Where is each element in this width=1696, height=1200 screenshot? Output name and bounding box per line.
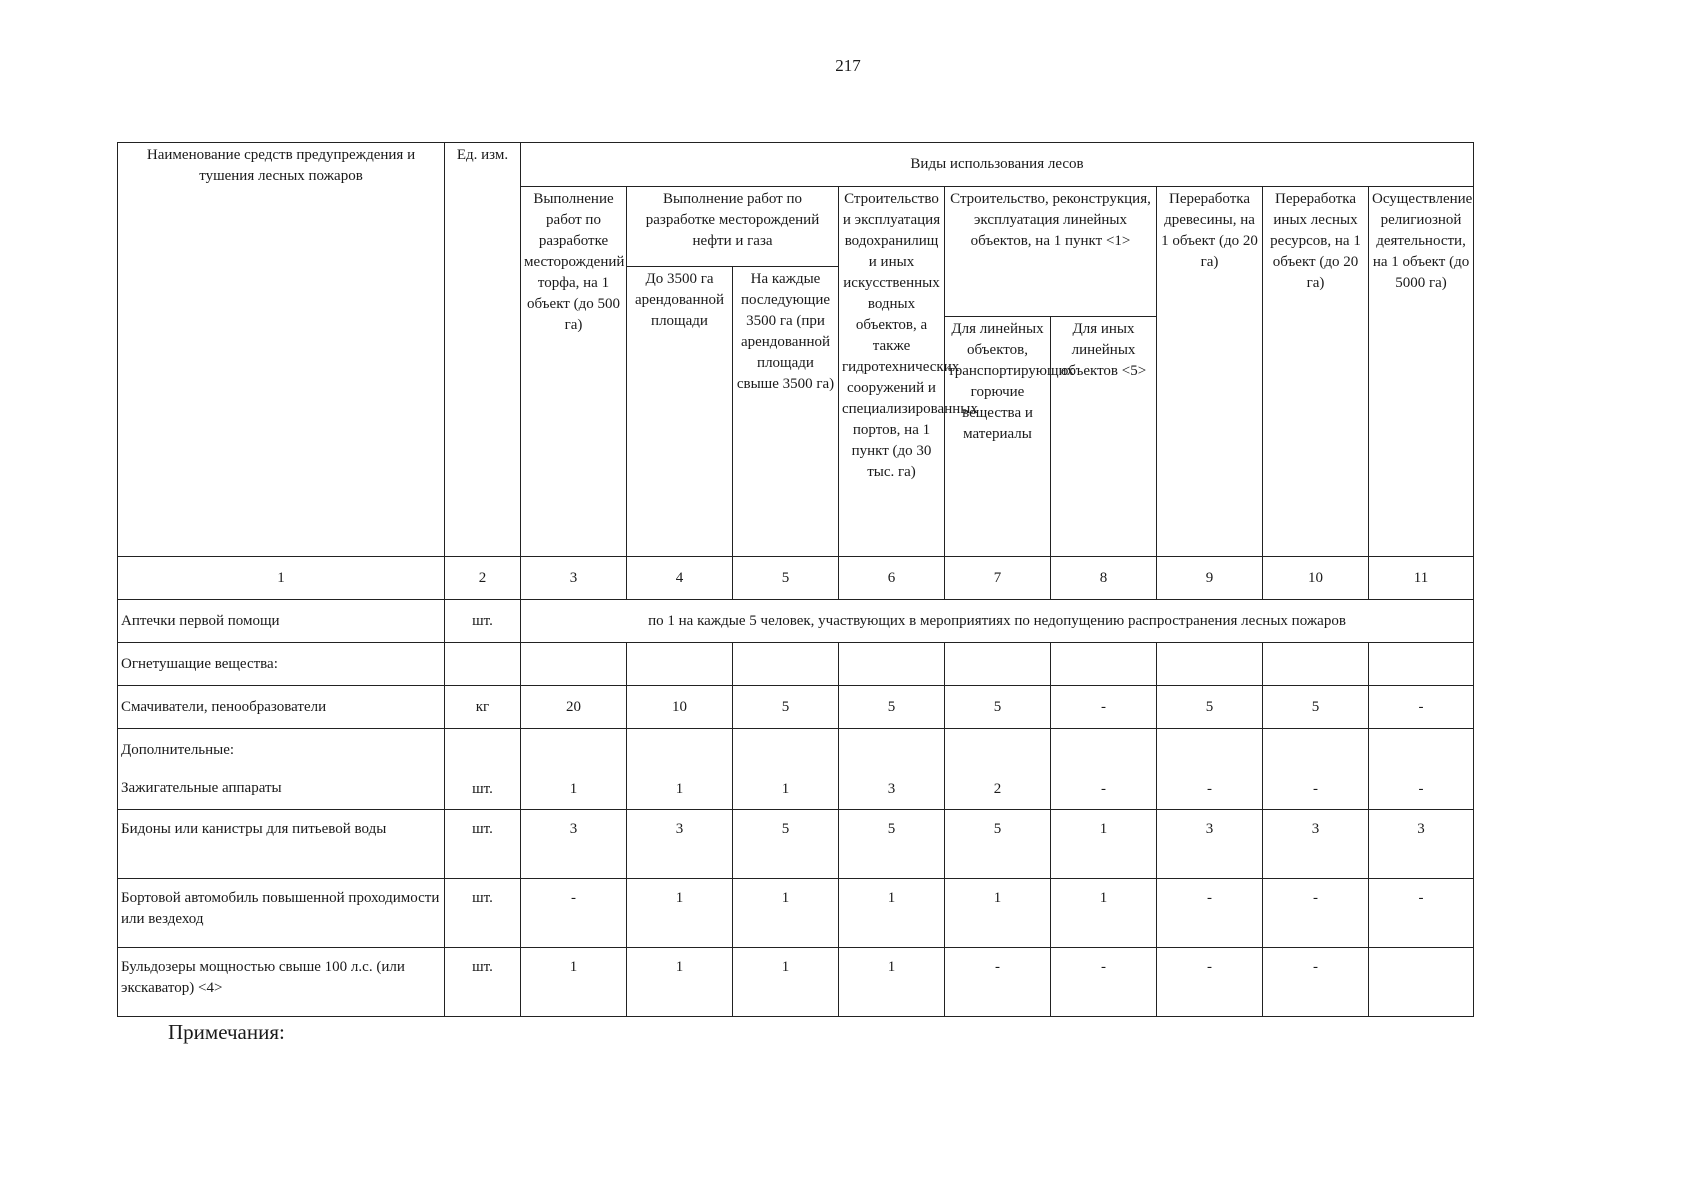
table-cell: - <box>1157 948 1263 1017</box>
table-cell: - <box>1157 729 1263 810</box>
table-cell <box>1369 643 1474 686</box>
header-col-8: Для иных линейных объектов <5> <box>1051 317 1157 557</box>
table-cell: - <box>521 879 627 948</box>
table-cell: 1 <box>733 948 839 1017</box>
table-cell: 1 <box>839 948 945 1017</box>
table-cell: - <box>1263 948 1369 1017</box>
notes-heading: Примечания: <box>168 1020 285 1044</box>
table-cell: 2 <box>945 729 1051 810</box>
table-cell: 5 <box>839 686 945 729</box>
row-name: Зажигательные аппараты <box>121 780 282 796</box>
column-number: 9 <box>1157 557 1263 600</box>
row-unit: шт. <box>445 729 521 810</box>
fire-equipment-table <box>117 142 1474 1017</box>
table-cell <box>839 643 945 686</box>
header-name-column: Наименование средств предупреждения и тушения лесных пожаров <box>118 143 445 557</box>
table-cell: - <box>1369 729 1474 810</box>
table-cell: 1 <box>521 729 627 810</box>
table-cell: 5 <box>1157 686 1263 729</box>
table-cell: - <box>1369 686 1474 729</box>
row-name: Аптечки первой помощи <box>118 600 445 643</box>
table-cell: - <box>1263 729 1369 810</box>
header-oil-gas-group: Выполнение работ по разработке месторождений нефти и газа <box>627 187 839 267</box>
column-number: 2 <box>445 557 521 600</box>
column-number: 10 <box>1263 557 1369 600</box>
table-cell: - <box>1051 686 1157 729</box>
header-col-4: До 3500 га арендованной площади <box>627 267 733 557</box>
table-row <box>118 879 1474 948</box>
header-col-9: Переработка древесины, на 1 объект (до 20 га) <box>1157 187 1263 557</box>
table-cell <box>521 643 627 686</box>
table-cell: 5 <box>1263 686 1369 729</box>
column-number: 11 <box>1369 557 1474 600</box>
header-forest-use-types: Виды использования лесов <box>521 143 1474 187</box>
table-cell: 1 <box>839 879 945 948</box>
row-span-value: по 1 на каждые 5 человек, участвующих в мероприятиях по недопущению распространения лесных пожаров <box>521 600 1474 643</box>
table-cell <box>627 643 733 686</box>
table-cell: 1 <box>521 948 627 1017</box>
column-number: 1 <box>118 557 445 600</box>
header-col-11: Осуществление религиозной деятельности, на 1 объект (до 5000 га) <box>1369 187 1474 557</box>
header-col-3: Выполнение работ по разработке месторождений торфа, на 1 объект (до 500 га) <box>521 187 627 557</box>
header-col-10: Переработка иных лесных ресурсов, на 1 объект (до 20 га) <box>1263 187 1369 557</box>
table-cell <box>1369 948 1474 1017</box>
row-name: Огнетушащие вещества: <box>118 643 445 686</box>
column-number: 7 <box>945 557 1051 600</box>
table-cell <box>1263 643 1369 686</box>
table-cell: 1 <box>945 879 1051 948</box>
table-cell: 5 <box>945 810 1051 879</box>
table-cell <box>1051 643 1157 686</box>
table-cell: - <box>1051 948 1157 1017</box>
row-name: Бидоны или канистры для питьевой воды <box>118 810 445 879</box>
table-cell <box>945 643 1051 686</box>
table-cell: 5 <box>733 810 839 879</box>
table-row-first-aid <box>118 600 1474 643</box>
row-name: Бортовой автомобиль повышенной проходимости или вездеход <box>118 879 445 948</box>
additional-label: Дополнительные: <box>121 742 235 758</box>
row-name: Смачиватели, пенообразователи <box>118 686 445 729</box>
table-row <box>118 686 1474 729</box>
row-name-group <box>118 729 445 810</box>
column-number: 6 <box>839 557 945 600</box>
table-cell: - <box>945 948 1051 1017</box>
table-row <box>118 810 1474 879</box>
table-row <box>118 948 1474 1017</box>
table-cell: 3 <box>1157 810 1263 879</box>
table-cell: 3 <box>1369 810 1474 879</box>
table-cell <box>733 643 839 686</box>
table-cell <box>445 643 521 686</box>
row-name: Бульдозеры мощностью свыше 100 л.с. (или экскаватор) <4> <box>118 948 445 1017</box>
header-col-7: Для линейных объектов, транспортирующих горючие вещества и материалы <box>945 317 1051 557</box>
table-cell: - <box>1369 879 1474 948</box>
table-cell: - <box>1157 879 1263 948</box>
table-cell: - <box>1263 879 1369 948</box>
table-cell: 20 <box>521 686 627 729</box>
header-col-5: На каждые последующие 3500 га (при арендованной площади свыше 3500 га) <box>733 267 839 557</box>
table-cell: 1 <box>627 948 733 1017</box>
table-cell: 5 <box>839 810 945 879</box>
table-cell: 3 <box>627 810 733 879</box>
table-row-additional-igniters <box>118 729 1474 810</box>
header-col-6: Строительство и эксплуатация водохранилищ и иных искусственных водных объектов, а также гидротехнических сооружений и специализированных портов, на 1 пункт (до 30 тыс. га) <box>839 187 945 557</box>
row-unit: шт. <box>445 810 521 879</box>
row-unit: кг <box>445 686 521 729</box>
page-number: 217 <box>835 56 861 75</box>
table-cell: 1 <box>627 729 733 810</box>
table-cell: 3 <box>1263 810 1369 879</box>
header-linear-objects-group: Строительство, реконструкция, эксплуатация линейных объектов, на 1 пункт <1> <box>945 187 1157 317</box>
table-cell: - <box>1051 729 1157 810</box>
column-numbers-row <box>118 557 1474 600</box>
table-row-extinguishing-agents <box>118 643 1474 686</box>
table-cell: 1 <box>733 729 839 810</box>
table-cell: 10 <box>627 686 733 729</box>
row-unit: шт. <box>445 600 521 643</box>
column-number: 3 <box>521 557 627 600</box>
table-cell: 1 <box>627 879 733 948</box>
table-cell: 1 <box>733 879 839 948</box>
column-number: 4 <box>627 557 733 600</box>
row-unit: шт. <box>445 948 521 1017</box>
column-number: 8 <box>1051 557 1157 600</box>
table-cell: 3 <box>839 729 945 810</box>
table-cell: 1 <box>1051 810 1157 879</box>
table-cell: 1 <box>1051 879 1157 948</box>
table-cell: 5 <box>945 686 1051 729</box>
header-unit-column: Ед. изм. <box>445 143 521 557</box>
column-number: 5 <box>733 557 839 600</box>
table-cell: 5 <box>733 686 839 729</box>
table-cell: 3 <box>521 810 627 879</box>
row-unit: шт. <box>445 879 521 948</box>
table-cell <box>1157 643 1263 686</box>
